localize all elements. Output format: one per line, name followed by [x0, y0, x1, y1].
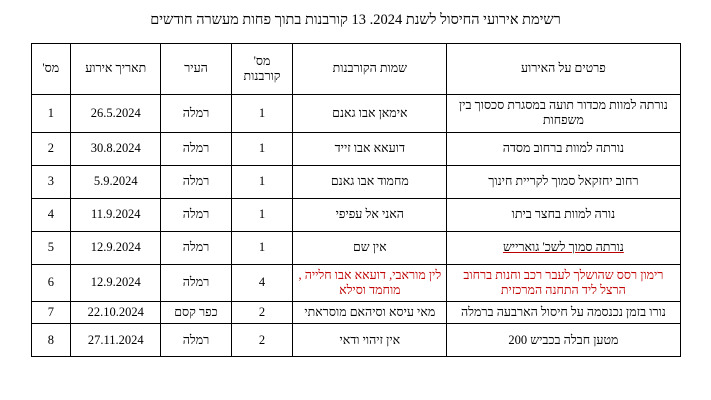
cell-details: נורה למוות בחצר ביתו: [447, 198, 680, 231]
cell-city: רמלה: [161, 231, 231, 264]
table-row: [31, 165, 680, 198]
cell-num: 5: [31, 231, 71, 264]
cell-names: אין שם: [293, 231, 447, 264]
cell-count: 1: [231, 165, 293, 198]
cell-count: 4: [231, 264, 293, 302]
cell-city: כפר קסם: [161, 302, 231, 324]
victims-table: [31, 43, 681, 357]
cell-city: רמלה: [161, 132, 231, 165]
cell-num: 3: [31, 165, 71, 198]
cell-details: נורתה סמוך לשכ' גוארייש: [447, 231, 680, 264]
cell-city: רמלה: [161, 324, 231, 357]
table-row: [31, 132, 680, 165]
table-row: [31, 264, 680, 302]
table-header-row: [31, 44, 680, 95]
column-header-names: שמות הקורבנות: [293, 44, 447, 95]
cell-names: אימאן אבו גאנם: [293, 95, 447, 133]
table-row: [31, 302, 680, 324]
page-title: רשימת אירועי החיסול לשנת 2024. 13 קורבנות בתוך פחות מעשרה חודשים: [150, 12, 561, 28]
cell-num: 1: [31, 95, 71, 133]
cell-names: לין מוראבי, דועאא אבו חלייה , מוחמד וסילא: [293, 264, 447, 302]
cell-date: 27.11.2024: [71, 324, 161, 357]
cell-details: נורתה למוות מכדור תועה במסגרת סכסוך בין משפחות: [447, 95, 680, 133]
cell-city: רמלה: [161, 95, 231, 133]
cell-date: 12.9.2024: [71, 264, 161, 302]
cell-names: מחמוד אבו גאנם: [293, 165, 447, 198]
cell-details: מטען חבלה בכביש 200: [447, 324, 680, 357]
cell-count: 2: [231, 302, 293, 324]
cell-date: 5.9.2024: [71, 165, 161, 198]
column-header-count: מס' קורבנות: [231, 44, 293, 95]
cell-num: 8: [31, 324, 71, 357]
column-header-num: מס': [31, 44, 71, 95]
cell-count: 2: [231, 324, 293, 357]
cell-num: 4: [31, 198, 71, 231]
column-header-details: פרטים על האירוע: [447, 44, 680, 95]
cell-count: 1: [231, 95, 293, 133]
table-row: [31, 198, 680, 231]
cell-num: 7: [31, 302, 71, 324]
cell-count: 1: [231, 132, 293, 165]
table-row: [31, 95, 680, 133]
cell-details: רחוב יחזקאל סמוך לקריית חינוך: [447, 165, 680, 198]
cell-date: 12.9.2024: [71, 231, 161, 264]
cell-names: דועאא אבו זייד: [293, 132, 447, 165]
cell-count: 1: [231, 231, 293, 264]
cell-num: 6: [31, 264, 71, 302]
cell-names: אין זיהוי ודאי: [293, 324, 447, 357]
cell-names: מאי עיסא וסיהאם מוסראתי: [293, 302, 447, 324]
cell-details: נורו בזמן נכנסמה על חיסול הארבעה ברמלה: [447, 302, 680, 324]
cell-date: 30.8.2024: [71, 132, 161, 165]
table-row: [31, 324, 680, 357]
cell-num: 2: [31, 132, 71, 165]
cell-details: רימון רסס שהושלך לעבר רכב וחנות ברחוב הרצל ליד התחנה המרכזית: [447, 264, 680, 302]
cell-date: 26.5.2024: [71, 95, 161, 133]
table-body: [31, 95, 680, 357]
cell-date: 11.9.2024: [71, 198, 161, 231]
table-head: [31, 44, 680, 95]
cell-city: רמלה: [161, 198, 231, 231]
column-header-date: תאריך אירוע: [71, 44, 161, 95]
table-row: [31, 231, 680, 264]
cell-details: נורתה למוות ברחוב מסדה: [447, 132, 680, 165]
cell-city: רמלה: [161, 165, 231, 198]
cell-date: 22.10.2024: [71, 302, 161, 324]
cell-names: האני אל עפיפי: [293, 198, 447, 231]
cell-count: 1: [231, 198, 293, 231]
cell-city: רמלה: [161, 264, 231, 302]
column-header-city: העיר: [161, 44, 231, 95]
table-container: [31, 43, 681, 357]
